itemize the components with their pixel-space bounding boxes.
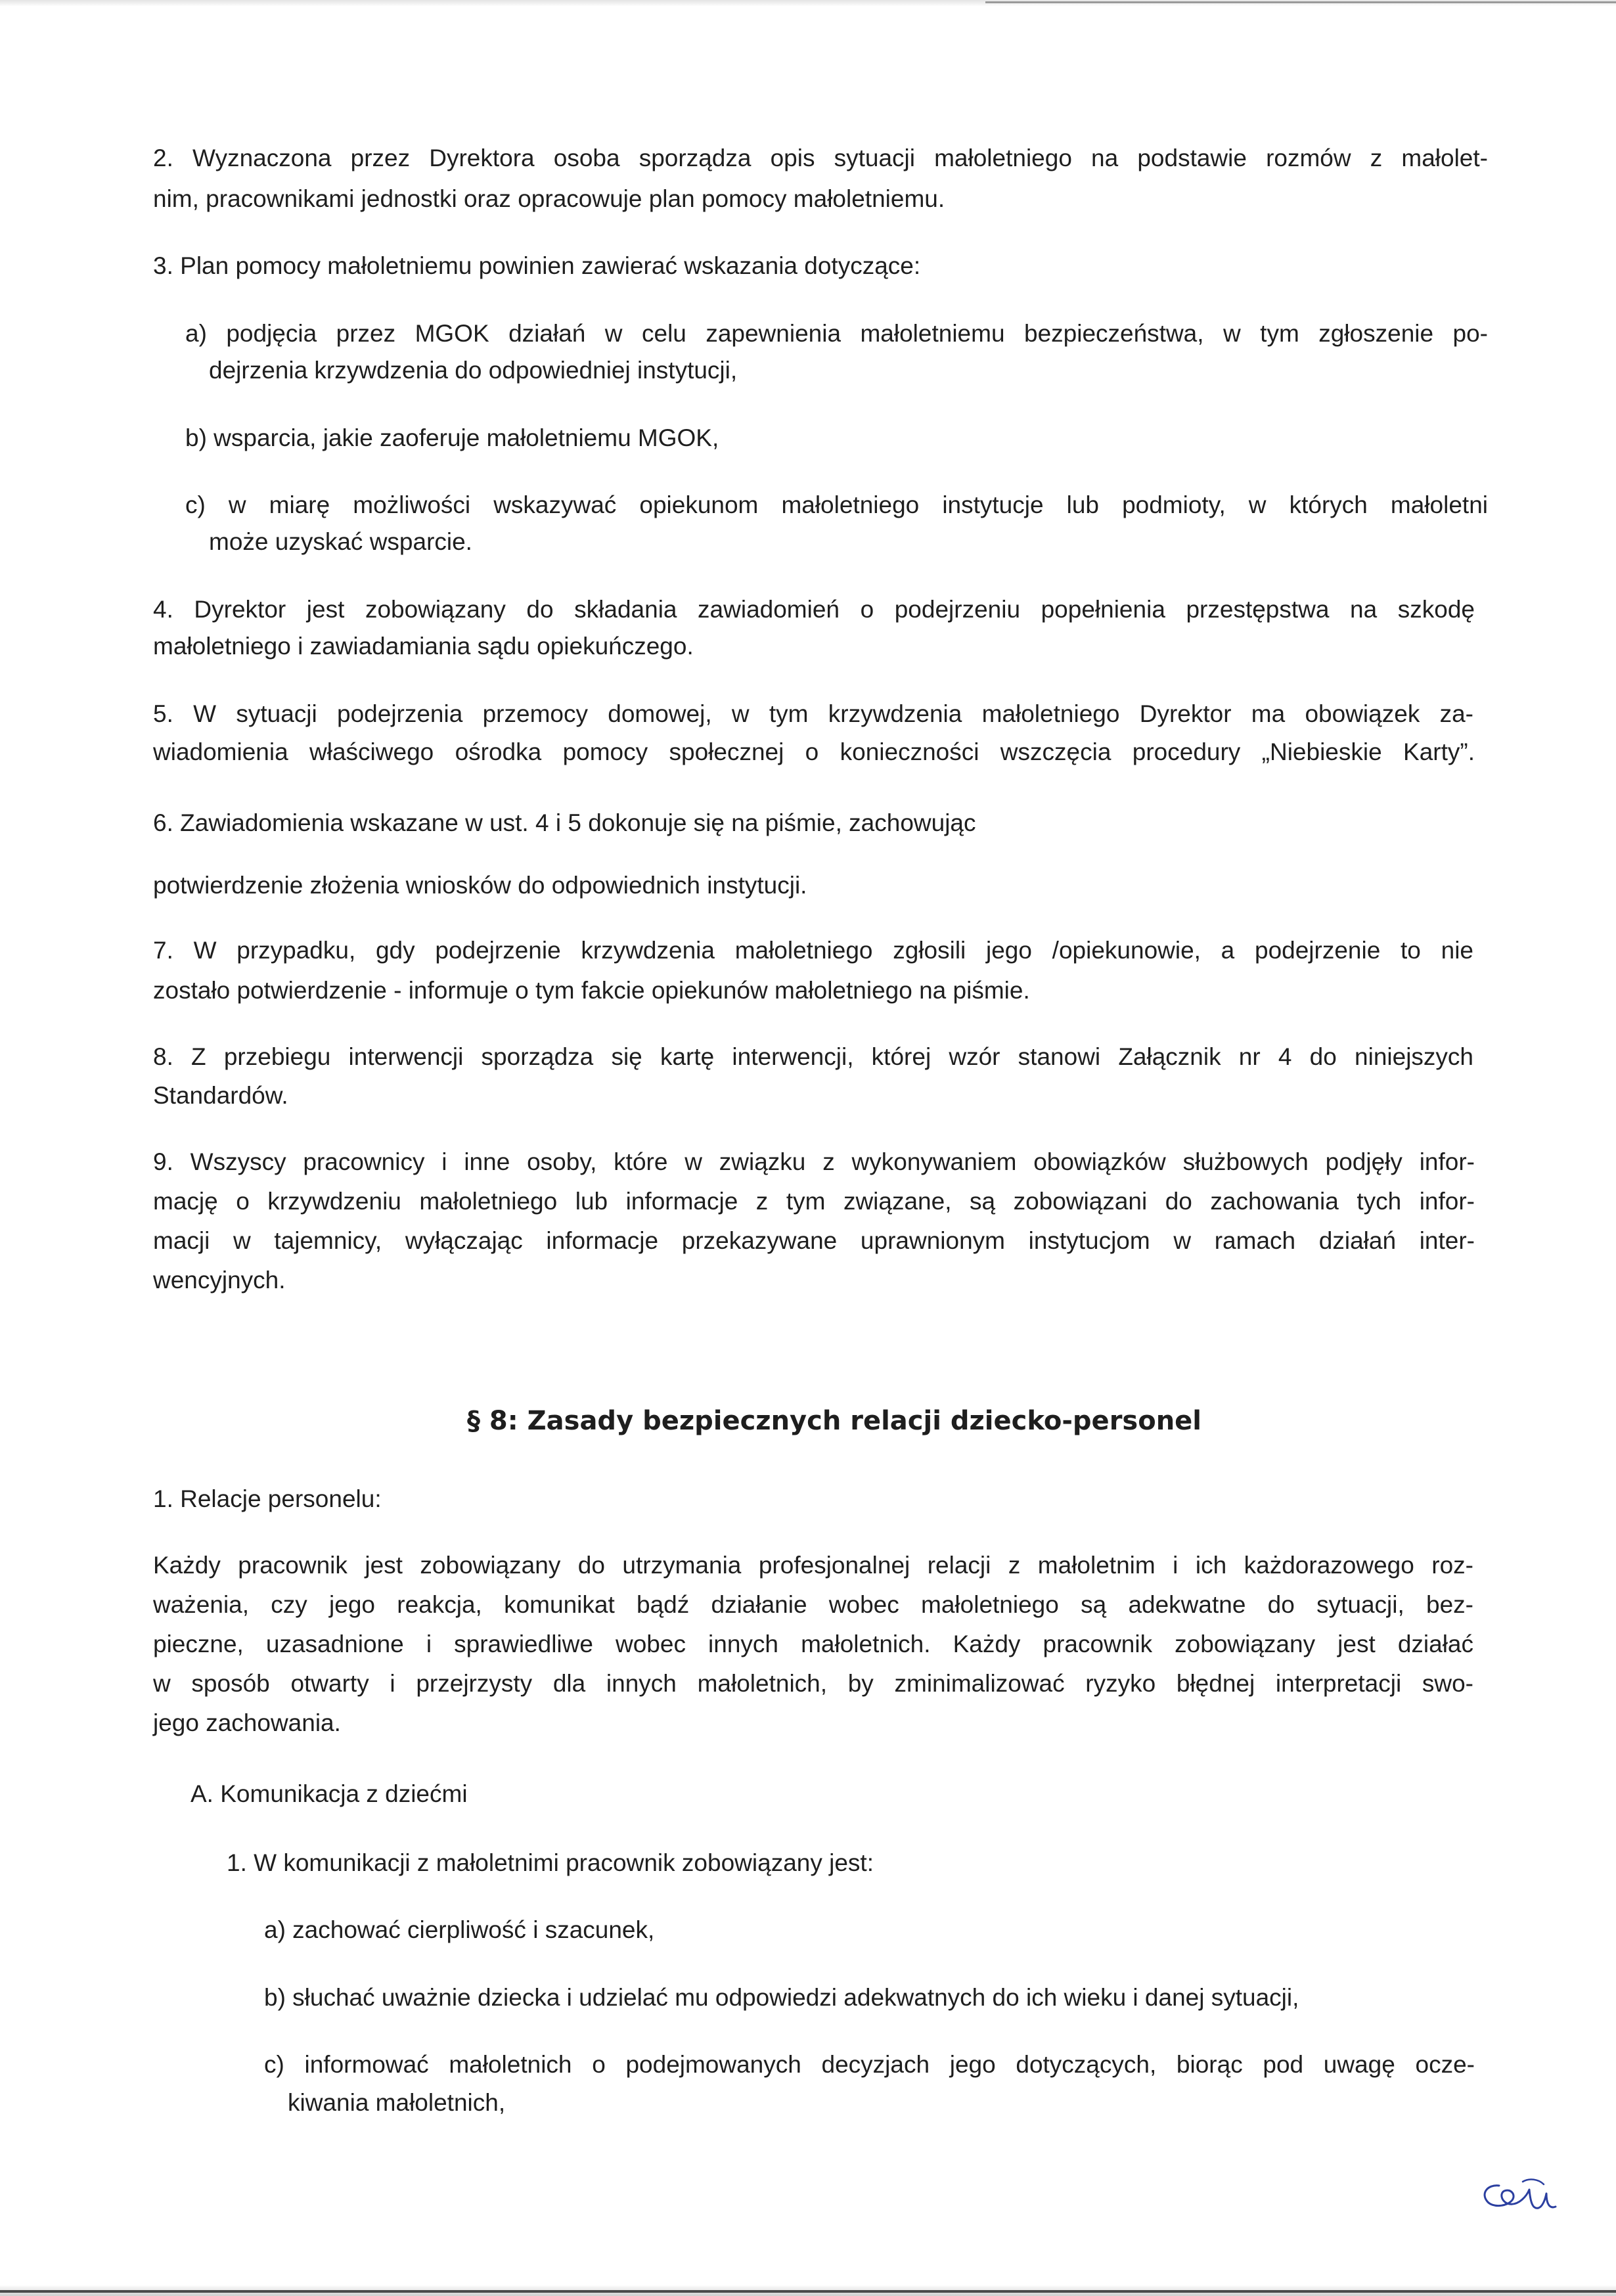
- para-4-line-2: małoletniego i zawiadamiania sądu opiekuńczego.: [153, 633, 694, 660]
- para-8-line-1: 8. Z przebiegu interwencji sporządza się kartę interwencji, której wzór stanowi Załącznik nr 4 do niniejszych: [153, 1043, 1473, 1070]
- para-3a-line-1: a) podjęcia przez MGOK działań w celu zapewnienia małoletniemu bezpieczeństwa, w tym zgłoszenie po-: [185, 320, 1488, 347]
- subsection-a-heading: A. Komunikacja z dziećmi: [191, 1780, 468, 1807]
- para-6-line-2: potwierdzenie złożenia wniosków do odpowiednich instytucji.: [153, 872, 807, 899]
- intro-line-3: pieczne, uzasadnione i sprawiedliwe wobec innych małoletnich. Każdy pracownik zobowiązany jest działać: [153, 1631, 1473, 1657]
- item-1b: b) słuchać uważnie dziecka i udzielać mu odpowiedzi adekwatnych do ich wieku i danej sytuacji,: [264, 1984, 1299, 2011]
- intro-line-1: Każdy pracownik jest zobowiązany do utrzymania profesjonalnej relacji z małoletnim i ich każdorazowego roz-: [153, 1552, 1473, 1579]
- para-3c-line-2: może uzyskać wsparcie.: [209, 528, 472, 555]
- intro-line-4: w sposób otwarty i przejrzysty dla innych małoletnich, by zminimalizować ryzyko błędnej interpretacji swo-: [153, 1670, 1473, 1697]
- para-6-line-1: 6. Zawiadomienia wskazane w ust. 4 i 5 dokonuje się na piśmie, zachowując: [153, 809, 976, 836]
- para-2-line-2: nim, pracownikami jednostki oraz opracowuje plan pomocy małoletniemu.: [153, 185, 945, 212]
- para-9-line-3: macji w tajemnicy, wyłączając informacje przekazywane uprawnionym instytucjom w ramach działań inter-: [153, 1227, 1475, 1254]
- item-1c-line-2: kiwania małoletnich,: [288, 2089, 506, 2116]
- para-2-line-1: 2. Wyznaczona przez Dyrektora osoba sporządza opis sytuacji małoletniego na podstawie rozmów z małolet-: [153, 145, 1488, 171]
- intro-line-5: jego zachowania.: [153, 1709, 341, 1736]
- para-9-line-2: mację o krzywdzeniu małoletniego lub informacje z tym związane, są zobowiązani do zachowania tych infor-: [153, 1188, 1475, 1215]
- para-3-line-1: 3. Plan pomocy małoletniemu powinien zawierać wskazania dotyczące:: [153, 252, 921, 279]
- para-9-line-1: 9. Wszyscy pracownicy i inne osoby, które w związku z wykonywaniem obowiązków służbowych podjęły infor-: [153, 1148, 1475, 1175]
- handwritten-initials-signature: [1473, 2171, 1565, 2224]
- para-3b-line-1: b) wsparcia, jakie zaoferuje małoletniemu MGOK,: [185, 424, 719, 451]
- item-1a: a) zachować cierpliwość i szacunek,: [264, 1916, 655, 1943]
- section-8-heading: § 8: Zasady bezpiecznych relacji dziecko-personel: [466, 1406, 1202, 1436]
- para-3c-line-1: c) w miarę możliwości wskazywać opiekunom małoletniego instytucje lub podmioty, w których małoletni: [185, 491, 1488, 518]
- para-4-line-1: 4. Dyrektor jest zobowiązany do składania zawiadomień o podejrzeniu popełnienia przestępstwa na szkodę: [153, 596, 1475, 623]
- item-1c-line-1: c) informować małoletnich o podejmowanych decyzjach jego dotyczących, biorąc pod uwagę ocze-: [264, 2051, 1475, 2078]
- para-3a-line-2: dejrzenia krzywdzenia do odpowiedniej instytucji,: [209, 357, 738, 384]
- para-5-line-1: 5. W sytuacji podejrzenia przemocy domowej, w tym krzywdzenia małoletniego Dyrektor ma obowiązek za-: [153, 700, 1473, 727]
- item-1: 1. W komunikacji z małoletnimi pracownik zobowiązany jest:: [227, 1849, 874, 1876]
- para-9-line-4: wencyjnych.: [153, 1267, 286, 1294]
- para-7-line-2: zostało potwierdzenie - informuje o tym fakcie opiekunów małoletniego na piśmie.: [153, 977, 1030, 1004]
- para-8-line-2: Standardów.: [153, 1082, 288, 1109]
- relacje-personelu-label: 1. Relacje personelu:: [153, 1485, 382, 1512]
- para-7-line-1: 7. W przypadku, gdy podejrzenie krzywdzenia małoletniego zgłosili jego /opiekunowie, a podejrzenie to nie: [153, 937, 1473, 964]
- para-5-line-2: wiadomienia właściwego ośrodka pomocy społecznej o konieczności wszczęcia procedury „Niebieskie Karty”.: [153, 738, 1475, 765]
- intro-line-2: ważenia, czy jego reakcja, komunikat bądź działanie wobec małoletniego są adekwatne do sytuacji, bez-: [153, 1591, 1473, 1618]
- scan-bottom-line: [0, 2290, 1616, 2293]
